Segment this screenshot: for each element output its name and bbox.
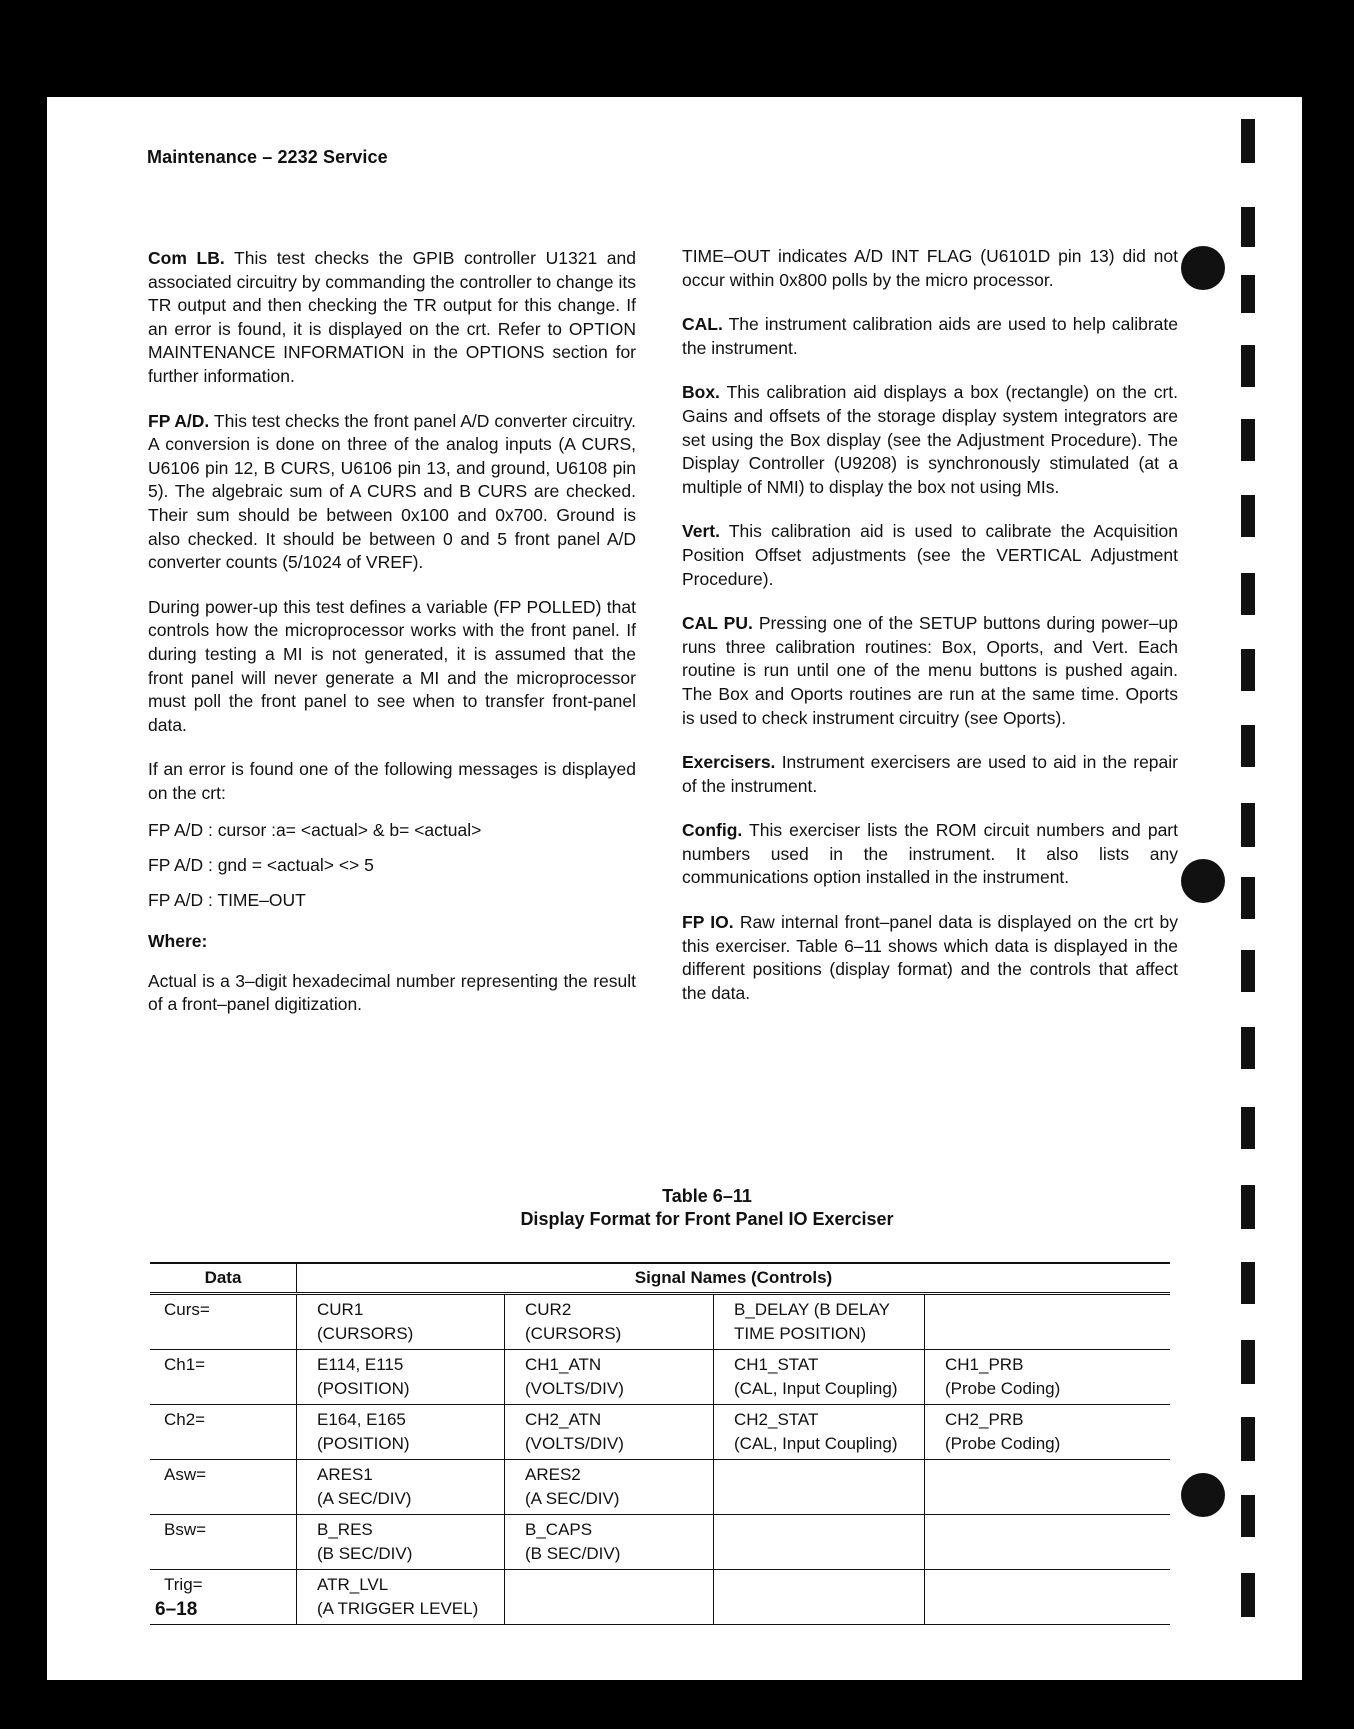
paragraph-fp-ad: FP A/D. This test checks the front panel A/D converter circuitry. A conversion is done on three of the analog inputs (A CURS, U6106 pin 12, B CURS, U6106 pin 13, and ground, U6108 pin 5). The algebraic sum of A CURS and B CURS are checked. Their sum should be between 0x100 and 0x700. Ground is also checked. It should be between 0 and 5 front panel A/D converter counts (5/1024 of VREF). [148,410,637,573]
signal-name: CUR2 [525,1300,572,1319]
table-cell [297,1570,505,1625]
binding-mark [1241,1573,1255,1617]
table-cell [505,1405,714,1460]
signal-name: CH1_ATN [525,1355,602,1374]
where-label: Where: [148,931,208,952]
table-row [150,1294,1170,1350]
binding-mark [1241,1107,1255,1149]
table-cell [714,1515,925,1570]
paragraph-cal: CAL. The instrument calibration aids are used to help calibrate the instrument. [682,314,1179,358]
table-cell [714,1350,925,1405]
left-column [148,247,636,1038]
control-name: (VOLTS/DIV) [525,1379,624,1398]
table-cell [925,1515,1171,1570]
binding-mark [1241,1262,1255,1304]
binding-mark [1241,1027,1255,1069]
table-number: Table 6–11 [662,1186,752,1206]
paragraph-error-intro: If an error is found one of the following messages is displayed on the crt: [148,759,636,803]
paragraph-box: Box. This calibration aid displays a box (rectangle) on the crt. Gains and offsets of the storage display system integrators are set using the Box display (see the Adjustment Procedure). The Display Controller (U9208) is synchronously stimulated (at a multiple of NMI) to display the box not using MIs. [682,382,1179,497]
row-label: Asw= [150,1460,297,1515]
binding-mark [1241,573,1255,615]
table-cell [925,1570,1171,1625]
control-name: (Probe Coding) [945,1434,1061,1453]
table-cell [714,1405,925,1460]
signal-name [734,1463,914,1487]
row-label: Trig= [150,1570,297,1625]
signal-name [945,1573,1160,1597]
control-name [734,1542,914,1566]
control-name [734,1597,914,1621]
signal-name: CH2_PRB [945,1410,1024,1429]
right-column [682,245,1213,1026]
table-cell [714,1460,925,1515]
table-caption [347,1185,1067,1231]
table-row [150,1350,1170,1405]
table-row [150,1460,1170,1515]
control-name: (CAL, Input Coupling) [734,1434,898,1453]
table-cell [505,1294,714,1350]
table-title: Display Format for Front Panel IO Exerciser [520,1209,894,1229]
control-name: (CURSORS) [525,1324,622,1343]
row-label: Curs= [150,1294,297,1350]
table-cell [714,1294,925,1350]
control-name: (VOLTS/DIV) [525,1434,624,1453]
control-name [945,1542,1160,1566]
paragraph-power-up: During power-up this test defines a variable (FP POLLED) that controls how the microprocessor works with the front panel. If during testing a MI is not generated, it is assumed that the front panel will never generate a MI and the microprocessor must poll the front panel to see when to transfer front-panel data. [148,596,636,735]
control-name: (CAL, Input Coupling) [734,1379,898,1398]
display-format-table [150,1262,1170,1625]
table-cell [297,1460,505,1515]
table-cell [297,1405,505,1460]
table-cell [505,1460,714,1515]
signal-name: ARES1 [317,1465,373,1484]
page-number: 6–18 [155,1599,198,1620]
table-row [150,1570,1170,1625]
signal-name [525,1573,703,1597]
signal-name: CH1_STAT [734,1355,819,1374]
table-row [150,1515,1170,1570]
table-cell [505,1515,714,1570]
signal-name: E164, E165 [317,1410,406,1429]
signal-name [734,1518,914,1542]
binding-mark [1241,275,1255,313]
paragraph-exercisers: Exercisers. Instrument exercisers are used to aid in the repair of the instrument. [682,752,1178,796]
signal-name: B_CAPS [525,1520,593,1539]
control-name [734,1487,914,1511]
binding-mark [1241,803,1255,847]
control-name [945,1322,1160,1346]
binding-mark [1241,1185,1255,1229]
table-cell [925,1350,1171,1405]
binding-mark [1241,345,1255,387]
row-label: Ch2= [150,1405,297,1460]
table-cell [925,1294,1171,1350]
control-name [525,1597,703,1621]
control-name: (POSITION) [317,1379,410,1398]
control-name: (B SEC/DIV) [317,1544,413,1563]
paragraph-fp-io: FP IO. Raw internal front–panel data is displayed on the crt by this exerciser. Table 6–11 shows which data is displayed in the different positions (display format) and the controls that affect the data. [682,912,1178,1003]
binding-mark [1241,119,1255,163]
row-label: Ch1= [150,1350,297,1405]
control-name: (B SEC/DIV) [525,1544,621,1563]
signal-name: B_DELAY (B DELAY [734,1300,890,1319]
paragraph-com-lb: Com LB. This test checks the GPIB controller U1321 and associated circuitry by commanding the controller to change its TR output and then checking the TR output for this change. If an error is found, it is displayed on the crt. Refer to OPTION MAINTENANCE INFORMATION in the OPTIONS section for further information. [148,248,636,386]
control-name [945,1597,1160,1621]
signal-name: CH1_PRB [945,1355,1024,1374]
error-message-3: FP A/D : TIME–OUT [148,889,306,910]
binding-mark [1241,419,1255,461]
signal-name: CH2_STAT [734,1410,819,1429]
control-name: (A TRIGGER LEVEL) [317,1599,479,1618]
table-row [150,1405,1170,1460]
signal-name: ARES2 [525,1465,581,1484]
control-name: (A SEC/DIV) [317,1489,412,1508]
control-name: (Probe Coding) [945,1379,1061,1398]
table-cell [297,1350,505,1405]
running-header: Maintenance – 2232 Service [147,147,388,167]
control-name: (POSITION) [317,1434,410,1453]
where-text: Actual is a 3–digit hexadecimal number representing the result of a front–panel digitization. [148,970,636,1015]
signal-name: CUR1 [317,1300,364,1319]
manual-page [47,97,1302,1680]
row-label: Bsw= [150,1515,297,1570]
control-name: TIME POSITION) [734,1324,867,1343]
punch-hole [1181,859,1225,903]
binding-mark [1241,950,1255,992]
binding-mark [1241,1340,1255,1384]
control-name: (A SEC/DIV) [525,1489,620,1508]
paragraph-config: Config. This exerciser lists the ROM circuit numbers and part numbers used in the instrument. It also lists any communications option installed in the instrument. [682,820,1178,888]
paragraph-timeout: TIME–OUT indicates A/D INT FLAG (U6101D pin 13) did not occur within 0x800 polls by the micro processor. [682,246,1178,290]
signal-name: E114, E115 [317,1355,404,1374]
punch-hole [1181,246,1225,290]
binding-mark [1241,207,1255,247]
table-cell [925,1460,1171,1515]
table-cell [925,1405,1171,1460]
punch-hole [1181,1473,1225,1517]
table-header-row [150,1263,1170,1294]
signal-name [945,1463,1160,1487]
error-message-1: FP A/D : cursor :a= <actual> & b= <actual> [148,820,482,841]
table-cell [714,1570,925,1625]
error-message-2: FP A/D : gnd = <actual> <> 5 [148,855,374,876]
binding-mark [1241,1495,1255,1537]
table-cell [297,1294,505,1350]
paragraph-vert: Vert. This calibration aid is used to calibrate the Acquisition Position Offset adjustments (see the VERTICAL Adjustment Procedure). [682,521,1178,589]
binding-mark [1241,649,1255,691]
signal-name: CH2_ATN [525,1410,602,1429]
binding-mark [1241,725,1255,767]
control-name [945,1487,1160,1511]
paragraph-cal-pu: CAL PU. Pressing one of the SETUP buttons during power–up runs three calibration routines: Box, Oports, and Vert. Each routine is run until one of the menu buttons is pushed again. The Box and Oports routines are run at the same time. Oports is used to check instrument circuitry (see Oports). [682,613,1178,728]
signal-name [734,1573,914,1597]
signal-name [945,1518,1160,1542]
header-data: Data [150,1263,297,1294]
table-cell [297,1515,505,1570]
binding-mark [1241,495,1255,537]
signal-name: B_RES [317,1520,373,1539]
binding-mark [1241,1417,1255,1461]
header-signal-names: Signal Names (Controls) [297,1263,1171,1294]
signal-name [945,1298,1160,1322]
signal-name: ATR_LVL [317,1575,389,1594]
table-cell [505,1570,714,1625]
binding-mark [1241,877,1255,919]
table-cell [505,1350,714,1405]
control-name: (CURSORS) [317,1324,414,1343]
